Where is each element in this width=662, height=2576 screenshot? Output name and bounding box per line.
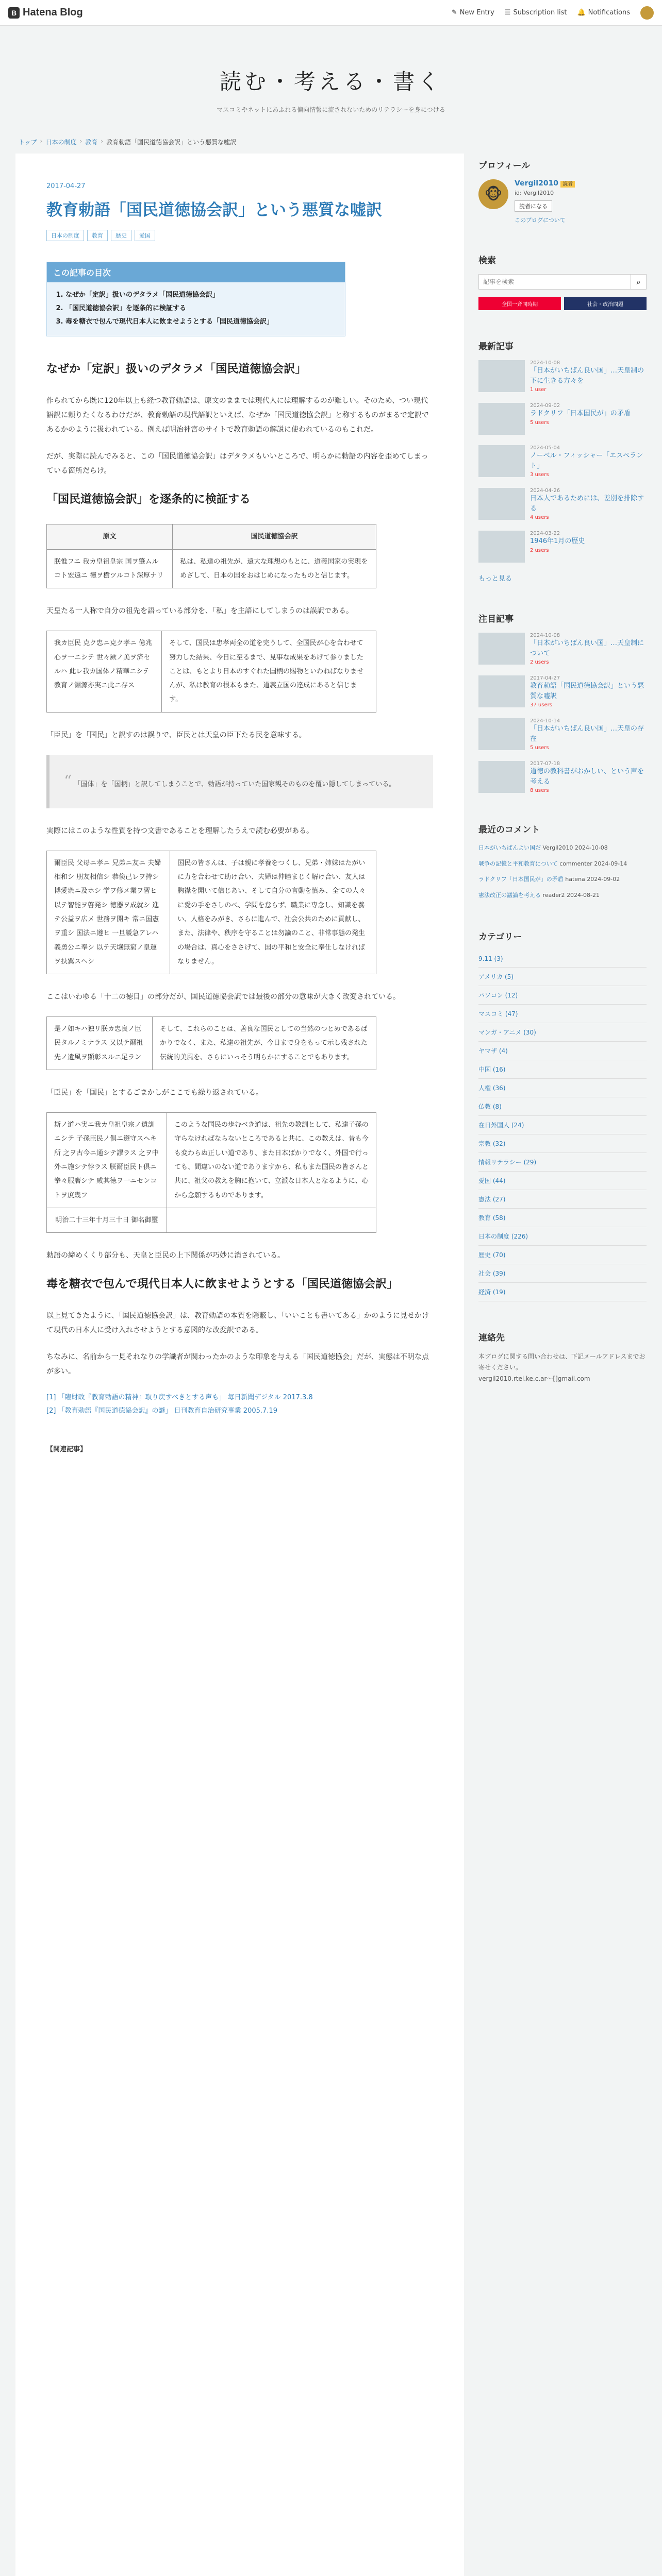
breadcrumb-separator: ›: [79, 138, 82, 145]
blog-description: マスコミやネットにあふれる偏向情報に流されないためのリテラシーを身につける: [217, 106, 445, 113]
paragraph: 作られてから既に120年以上も経つ教育勅語は、原文のままでは現代人には理解するのが難しい。そのため、つい現代語訳に頼りたくなるわけだが、教育勅語の現代語訳といえば、なぜか「国民道徳協会訳」と称するものがまるで定訳であるかのように扱われている。例えば明治神宮のサイトで教育勅語の解説に使われているのもこれだ。: [46, 397, 429, 434]
paragraph: ここはいわゆる「十二の徳目」の部分だが、国民道徳協会訳では最後の部分の意味が大きく改変されている。: [46, 993, 400, 1002]
recent-entry[interactable]: 2024-10-08 「日本がいちばん良い国」…天皇制の下に生きる方々を 1 user: [478, 360, 647, 393]
comparison-table-3: [46, 851, 376, 974]
module-title: 検索: [478, 256, 496, 266]
related-articles-heading: 【関連記事】: [46, 1446, 87, 1454]
bell-icon: 🔔: [577, 9, 586, 16]
category-tag[interactable]: 愛国: [135, 230, 155, 241]
profile-avatar[interactable]: 🐵: [478, 179, 508, 209]
profile-module: [478, 158, 647, 224]
category-item[interactable]: 教育 (58): [478, 1209, 647, 1227]
category-item[interactable]: 仏教 (8): [478, 1097, 647, 1116]
breadcrumb-system[interactable]: 日本の制度: [45, 139, 77, 146]
category-module: [478, 929, 647, 1301]
category-item[interactable]: 宗教 (32): [478, 1134, 647, 1153]
table-row: [47, 1208, 376, 1232]
category-item[interactable]: 情報リテラシー (29): [478, 1153, 647, 1172]
global-header: [0, 0, 662, 26]
recent-entry[interactable]: 2024-05-04 ノーベル・フィッシャー「エスペラント」 3 users: [478, 445, 647, 478]
category-item[interactable]: 中国 (16): [478, 1060, 647, 1079]
list-icon: ☰: [504, 9, 511, 16]
article: [15, 154, 464, 2576]
table-row: [47, 1113, 376, 1208]
recent-entry[interactable]: 2024-09-02 ラドクリフ「日本国民が」の矛盾 5 users: [478, 403, 647, 435]
category-item[interactable]: 9.11 (3): [478, 951, 647, 968]
breadcrumb-current: 教育勅語「国民道徳協会訳」という悪質な嘘訳: [106, 139, 237, 146]
table-row: [47, 1017, 376, 1070]
toc-item[interactable]: 2. 「国民道徳協会訳」を逐条的に検証する: [65, 302, 339, 315]
table-footer-cell: 明治二十三年十月三十日 御名御璽: [47, 1208, 167, 1232]
category-item[interactable]: 歴史 (70): [478, 1246, 647, 1264]
popular-entries-module: [478, 612, 647, 793]
paragraph: 「臣民」を「国民」とするごまかしがここでも繰り返されている。: [46, 1089, 263, 1097]
recent-entry[interactable]: 2024-04-26 日本人であるためには、差別を排除する 4 users: [478, 488, 647, 520]
section-heading-1: なぜか「定訳」扱いのデタラメ「国民道徳協会訳」: [46, 363, 307, 376]
table-header: 原文: [47, 524, 173, 549]
user-avatar[interactable]: [640, 6, 654, 20]
table-of-contents: [46, 262, 345, 336]
pencil-icon: ✎: [451, 9, 457, 16]
empty-cell: [167, 1208, 376, 1232]
table-row: [47, 631, 376, 712]
breadcrumb-separator: ›: [101, 138, 104, 145]
quote-block: [46, 755, 433, 808]
section-heading-3: 毒を糖衣で包んで現代日本人に飲ませようとする「国民道徳協会訳」: [46, 1278, 399, 1291]
translation-cell: 私は、私達の祖先が、遠大な理想のもとに、道義国家の実現をめざして、日本の国をおはじめになったものと信じます。: [173, 549, 376, 588]
category-tag[interactable]: 歴史: [111, 230, 131, 241]
category-item[interactable]: 人権 (36): [478, 1079, 647, 1097]
module-title: プロフィール: [478, 161, 531, 171]
paragraph: 実際にはこのような性質を持つ文書であることを理解したうえで読む必要がある。: [46, 826, 313, 835]
hatena-mark-icon: B: [8, 7, 20, 19]
module-title: カテゴリー: [478, 931, 522, 942]
recent-entries-module: [478, 339, 647, 583]
contact-text: 本ブログに関する問い合わせは、下記メールアドレスまでお寄せください。: [478, 1352, 646, 1371]
new-entry-button[interactable]: ✎ New Entry: [451, 9, 494, 16]
footnote[interactable]: [2] 「教育勅語『国民道徳協会訳』の謎」 日刊教育自治研究事業 2005.7.19: [46, 1407, 277, 1415]
paragraph: 勅語の締めくくり部分も、天皇と臣民の上下関係が巧妙に消されている。: [46, 1251, 285, 1260]
module-title: 注目記事: [478, 614, 514, 624]
more-link[interactable]: もっと見る: [478, 575, 512, 583]
recent-entry[interactable]: 2024-03-22 1946年1月の歴史 2 users: [478, 531, 647, 563]
table-row: [47, 549, 376, 588]
original-text-cell: 是ノ如キハ独リ朕カ忠良ノ臣民タルノミナラス 又以テ爾祖先ノ遺風ヲ顕彰スルニ足ラン: [47, 1017, 153, 1070]
popular-entry[interactable]: 2024-10-08 「日本がいちばん良い国」…天皇制について 2 users: [478, 633, 647, 665]
follow-button[interactable]: 読者になる: [515, 200, 552, 212]
profile-badge: 読者: [560, 181, 575, 188]
category-item[interactable]: マンガ・アニメ (30): [478, 1023, 647, 1042]
paragraph: 以上見てきたように、「国民道徳協会訳」は、教育勅語の本質を隠蔽し、「いいことも書いてある」かのように見せかけて現代の日本人に受け入れさせようとする意図的な改変訳である。: [46, 1312, 429, 1335]
translation-cell: 国民の皆さんは、子は親に孝養をつくし、兄弟・姉妹はたがいに力を合わせて助け合い、夫婦は仲睦まじく解け合い、友人は胸襟を開いて信じあい、そして自分の言動を慎み、全ての人々に愛の手をさしのべ、学問を怠らず、職業に専念し、知識を養い、人格をみがき、さらに進んで、社会公共のために貢献し、また、法律や、秩序を守ることは勿論のこと、非常事態の発生の場合は、真心をささげて、国の平和と安全に奉仕しなければなりません。: [170, 851, 376, 974]
table-row: [47, 851, 376, 974]
comparison-table-1: [46, 524, 376, 588]
search-input[interactable]: [478, 274, 631, 290]
entry-thumbnail[interactable]: [478, 445, 525, 477]
hatena-logo-text: Hatena Blog: [23, 7, 83, 18]
entry-categories: [46, 230, 433, 241]
toc-item[interactable]: 1. なぜか「定訳」扱いのデタラメ「国民道徳協会訳」: [65, 289, 339, 302]
section-heading-2: 「国民道徳協会訳」を逐条的に検証する: [46, 493, 251, 506]
entry-title[interactable]: 教育勅語「国民道徳協会訳」という悪質な嘘訳: [46, 201, 382, 219]
original-text-cell: 我カ臣民 克ク忠ニ克ク孝ニ 億兆心ヲ一ニシテ 世々厥ノ美ヲ済セルハ 此レ我カ国体ノ精華ニシテ 教育ノ淵源亦実ニ此ニ存ス: [47, 631, 162, 712]
footnote[interactable]: [1] 「臨財政『教育勅語の精神』取り戻すべきとする声も」 毎日新聞デジタル 2017.3.8: [46, 1394, 313, 1402]
breadcrumb-top[interactable]: トップ: [19, 139, 37, 146]
entry-thumbnail[interactable]: [478, 360, 525, 392]
search-module: [478, 253, 647, 310]
ad-banner[interactable]: 社会・政治問題: [564, 297, 647, 310]
translation-cell: このような国民の歩むべき道は、祖先の教訓として、私達子孫の守らなければならないところであると共に、この教えは、昔も今も変わらぬ正しい道であり、また日本ばかりでなく、外国で行っても、間違いのない道でありますから、私もまた国民の皆さんと共に、祖父の教えを胸に抱いて、立派な日本人となるように、心から念願するものであります。: [167, 1113, 376, 1208]
category-item[interactable]: 日本の制度 (226): [478, 1227, 647, 1246]
original-text-cell: 斯ノ道ハ実ニ我カ皇祖皇宗ノ遺訓ニシテ 子孫臣民ノ倶ニ遵守スヘキ所 之ヲ古今ニ通シテ謬ラス 之ヲ中外ニ施シテ悖ラス 朕爾臣民ト倶ニ拳々服膺シテ 咸其徳ヲ一ニセンコトヲ庶幾フ: [47, 1113, 167, 1208]
ad-banner[interactable]: 全国一斉同時期: [478, 297, 561, 310]
comment-item[interactable]: 日本がいちばんよい国だ Vergil2010 2024-10-08: [478, 844, 608, 851]
breadcrumb: [19, 138, 464, 146]
original-text-cell: 爾臣民 父母ニ孝ニ 兄弟ニ友ニ 夫婦相和シ 朋友相信シ 恭倹己レヲ持シ 博愛衆ニ及ホシ 学ヲ修メ業ヲ習ヒ 以テ智能ヲ啓発シ 徳器ヲ成就シ 進テ公益ヲ広メ 世務ヲ開キ 常ニ国憲ヲ重シ 国法ニ遵ヒ 一旦緩急アレハ義勇公ニ奉シ 以テ天壌無窮ノ皇運ヲ扶翼スヘシ: [47, 851, 170, 974]
category-item[interactable]: 在日外国人 (24): [478, 1116, 647, 1134]
notifications-button[interactable]: 🔔 Notifications: [577, 9, 630, 16]
toc-item[interactable]: 3. 毒を糖衣で包んで現代日本人に飲ませようとする「国民道徳協会訳」: [65, 315, 339, 329]
hatena-logo[interactable]: [8, 7, 83, 19]
entry-thumbnail[interactable]: [478, 633, 525, 665]
paragraph: 天皇たる一人称で自分の祖先を語っている部分を、「私」を主語にしてしまうのは誤訳である。: [46, 607, 353, 616]
popular-entry[interactable]: 2017-04-27 教育勅語「国民道徳協会訳」という悪質な嘘訳 37 users: [478, 675, 647, 708]
table-header: 国民道徳協会訳: [173, 524, 376, 549]
about-blog-link[interactable]: このブログについて: [515, 217, 566, 224]
main-column: [15, 138, 464, 2576]
blog-title[interactable]: 読む・考える・書く: [219, 69, 442, 94]
breadcrumb-education[interactable]: 教育: [85, 139, 98, 146]
comparison-table-4: [46, 1016, 376, 1070]
original-text-cell: 朕惟フニ 我カ皇祖皇宗 国ヲ肇ムルコト宏遠ニ 徳ヲ樹ツルコト深厚ナリ: [47, 549, 173, 588]
contact-module: [478, 1330, 647, 1385]
quote-mark-icon: “: [64, 772, 72, 790]
translation-cell: そして、国民は忠孝両全の道を完うして、全国民が心を合わせて努力した結果、今日に至るまで、見事な成果をあげて参りましたことは、もとより日本のすぐれた国柄の賜物といわねばなりませんが、私は教育の根本もまた、道義立国の達成にあると信じます。: [162, 631, 376, 712]
category-tag[interactable]: 日本の制度: [46, 230, 84, 241]
entry-thumbnail[interactable]: [478, 488, 525, 520]
category-item[interactable]: パソコン (12): [478, 986, 647, 1005]
profile-id: id: Vergil2010: [515, 190, 554, 196]
paragraph: ちなみに、名前から一見それなりの学識者が関わったかのような印象を与える「国民道徳協会」だが、実態は不明な点が多い。: [46, 1353, 429, 1376]
category-list: [478, 951, 647, 1301]
category-item[interactable]: ヤマザ (4): [478, 1042, 647, 1060]
paragraph: だが、実際に読んでみると、この「国民道徳協会訳」はデタラメもいいところで、明らかに勅語の内容を歪めてしまっている箇所だらけ。: [46, 452, 428, 476]
translation-cell: そして、これらのことは、善良な国民としての当然のつとめであるばかりでなく、また、私達の祖先が、今日まで身をもって示し残された伝統的美風を、さらにいっそう明らかにすることでもあります。: [153, 1017, 376, 1070]
breadcrumb-separator: ›: [40, 138, 43, 145]
category-item[interactable]: マスコミ (47): [478, 1005, 647, 1023]
quote-text: 「国体」を「国柄」と訳してしまうことで、勅語が持っていた国家観そのものを覆い隠してしまっている。: [74, 780, 396, 788]
recent-comments-module: [478, 822, 647, 901]
blog-header: [0, 26, 662, 138]
popular-entry[interactable]: 2024-10-14 「日本がいちばん良い国」…天皇の存在 5 users: [478, 718, 647, 751]
comparison-table-5: [46, 1112, 376, 1233]
entry-date[interactable]: 2017-04-27: [46, 182, 86, 190]
module-title: 最近のコメント: [478, 825, 540, 835]
entry-thumbnail[interactable]: [478, 761, 525, 793]
entry-thumbnail[interactable]: [478, 718, 525, 750]
paragraph: 「臣民」を「国民」と訳すのは誤りで、臣民とは天皇の臣下たる民を意味する。: [46, 731, 306, 739]
comparison-table-2: [46, 631, 376, 712]
subscription-list-button[interactable]: ☰ Subscription list: [504, 9, 567, 16]
popular-entry[interactable]: 2017-07-18 道徳の教科書がおかしい、という声を考える 8 users: [478, 761, 647, 793]
sidebar: [478, 138, 647, 2576]
footnotes: [46, 1391, 433, 1418]
category-item[interactable]: アメリカ (5): [478, 968, 647, 986]
entry-thumbnail[interactable]: [478, 675, 525, 707]
entry-thumbnail[interactable]: [478, 531, 525, 563]
comment-item[interactable]: ラドクリフ「日本国民が」の矛盾 hatena 2024-09-02: [478, 876, 620, 883]
profile-name[interactable]: Vergil2010: [515, 179, 559, 188]
category-tag[interactable]: 教育: [87, 230, 108, 241]
module-title: 最新記事: [478, 342, 514, 352]
search-button[interactable]: [631, 274, 647, 290]
toc-title: この記事の目次: [47, 262, 345, 282]
category-item[interactable]: 愛国 (44): [478, 1172, 647, 1190]
search-icon: ⌕: [636, 277, 641, 286]
comment-item[interactable]: 憲法改正の議論を考える reader2 2024-08-21: [478, 892, 600, 899]
category-item[interactable]: 社会 (39): [478, 1264, 647, 1283]
category-item[interactable]: 経済 (19): [478, 1283, 647, 1301]
entry-thumbnail[interactable]: [478, 403, 525, 435]
comment-item[interactable]: 戦争の記憶と平和教育について commenter 2024-09-14: [478, 860, 627, 867]
category-item[interactable]: 憲法 (27): [478, 1190, 647, 1209]
module-title: 連絡先: [478, 1332, 505, 1343]
contact-email: vergil2010.rtel.ke.c.ar〜[]gmail.com: [478, 1375, 590, 1382]
